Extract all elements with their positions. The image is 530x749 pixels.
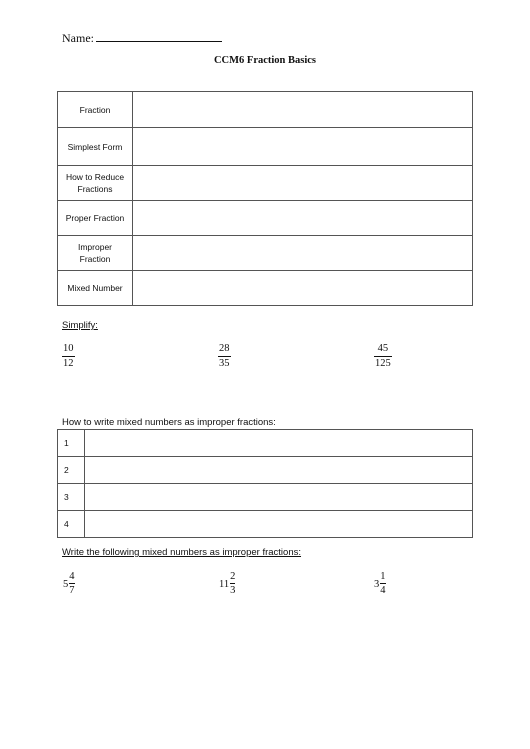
whole-number: 5 bbox=[63, 578, 69, 590]
table-row bbox=[58, 430, 473, 457]
table-row bbox=[58, 457, 473, 484]
numerator: 2 bbox=[230, 571, 236, 582]
steps-table bbox=[57, 429, 473, 538]
name-row bbox=[62, 31, 222, 46]
term-answer-cell[interactable] bbox=[133, 166, 473, 201]
term-label: Simplest Form bbox=[58, 128, 133, 166]
step-number: 4 bbox=[58, 511, 85, 538]
denominator: 3 bbox=[230, 585, 236, 596]
step-number: 3 bbox=[58, 484, 85, 511]
step-answer-cell[interactable] bbox=[85, 511, 473, 538]
term-label: Fraction bbox=[58, 92, 133, 128]
whole-number: 11 bbox=[219, 578, 230, 590]
simplify-heading: Simplify: bbox=[62, 320, 98, 331]
step-number: 2 bbox=[58, 457, 85, 484]
denominator: 35 bbox=[219, 358, 230, 369]
table-row bbox=[58, 201, 473, 236]
numerator: 10 bbox=[63, 343, 74, 354]
table-row bbox=[58, 92, 473, 128]
table-row bbox=[58, 236, 473, 271]
name-label: Name: bbox=[62, 31, 94, 45]
steps-heading: How to write mixed numbers as improper fractions: bbox=[62, 417, 276, 428]
simplify-problem bbox=[218, 343, 231, 370]
term-answer-cell[interactable] bbox=[133, 92, 473, 128]
numerator: 4 bbox=[69, 571, 75, 582]
term-answer-cell[interactable] bbox=[133, 128, 473, 166]
step-answer-cell[interactable] bbox=[85, 430, 473, 457]
table-row bbox=[58, 484, 473, 511]
term-answer-cell[interactable] bbox=[133, 201, 473, 236]
step-answer-cell[interactable] bbox=[85, 457, 473, 484]
fraction-part bbox=[380, 571, 385, 597]
term-label bbox=[58, 236, 133, 271]
term-label-line: How to Reduce bbox=[65, 172, 125, 182]
whole-number: 3 bbox=[374, 578, 380, 590]
table-row bbox=[58, 271, 473, 306]
denominator: 12 bbox=[63, 358, 74, 369]
mixed-practice-heading: Write the following mixed numbers as improper fractions: bbox=[62, 547, 302, 558]
step-answer-cell[interactable] bbox=[85, 484, 473, 511]
term-label bbox=[58, 166, 133, 201]
simplify-problem bbox=[374, 343, 392, 370]
step-number: 1 bbox=[58, 430, 85, 457]
term-label: Mixed Number bbox=[58, 271, 133, 306]
mixed-number-problem bbox=[63, 571, 75, 597]
fraction-part bbox=[230, 571, 235, 597]
page-title: CCM6 Fraction Basics bbox=[213, 55, 317, 66]
numerator: 45 bbox=[377, 343, 389, 354]
simplify-problem bbox=[62, 343, 75, 370]
term-answer-cell[interactable] bbox=[133, 271, 473, 306]
fraction-part bbox=[69, 571, 74, 597]
table-row bbox=[58, 511, 473, 538]
term-label-line: Fraction bbox=[79, 254, 111, 264]
denominator: 4 bbox=[380, 585, 386, 596]
numerator: 1 bbox=[380, 571, 386, 582]
term-label: Proper Fraction bbox=[58, 201, 133, 236]
table-row bbox=[58, 166, 473, 201]
mixed-number-problem bbox=[219, 571, 235, 597]
numerator: 28 bbox=[219, 343, 230, 354]
name-blank-line[interactable] bbox=[96, 31, 222, 42]
table-row bbox=[58, 128, 473, 166]
terms-table bbox=[57, 91, 473, 306]
mixed-number-problem bbox=[374, 571, 386, 597]
term-answer-cell[interactable] bbox=[133, 236, 473, 271]
denominator: 7 bbox=[69, 585, 75, 596]
term-label-line: Fractions bbox=[77, 184, 113, 194]
term-label-line: Improper bbox=[77, 242, 112, 252]
denominator: 125 bbox=[375, 358, 391, 369]
